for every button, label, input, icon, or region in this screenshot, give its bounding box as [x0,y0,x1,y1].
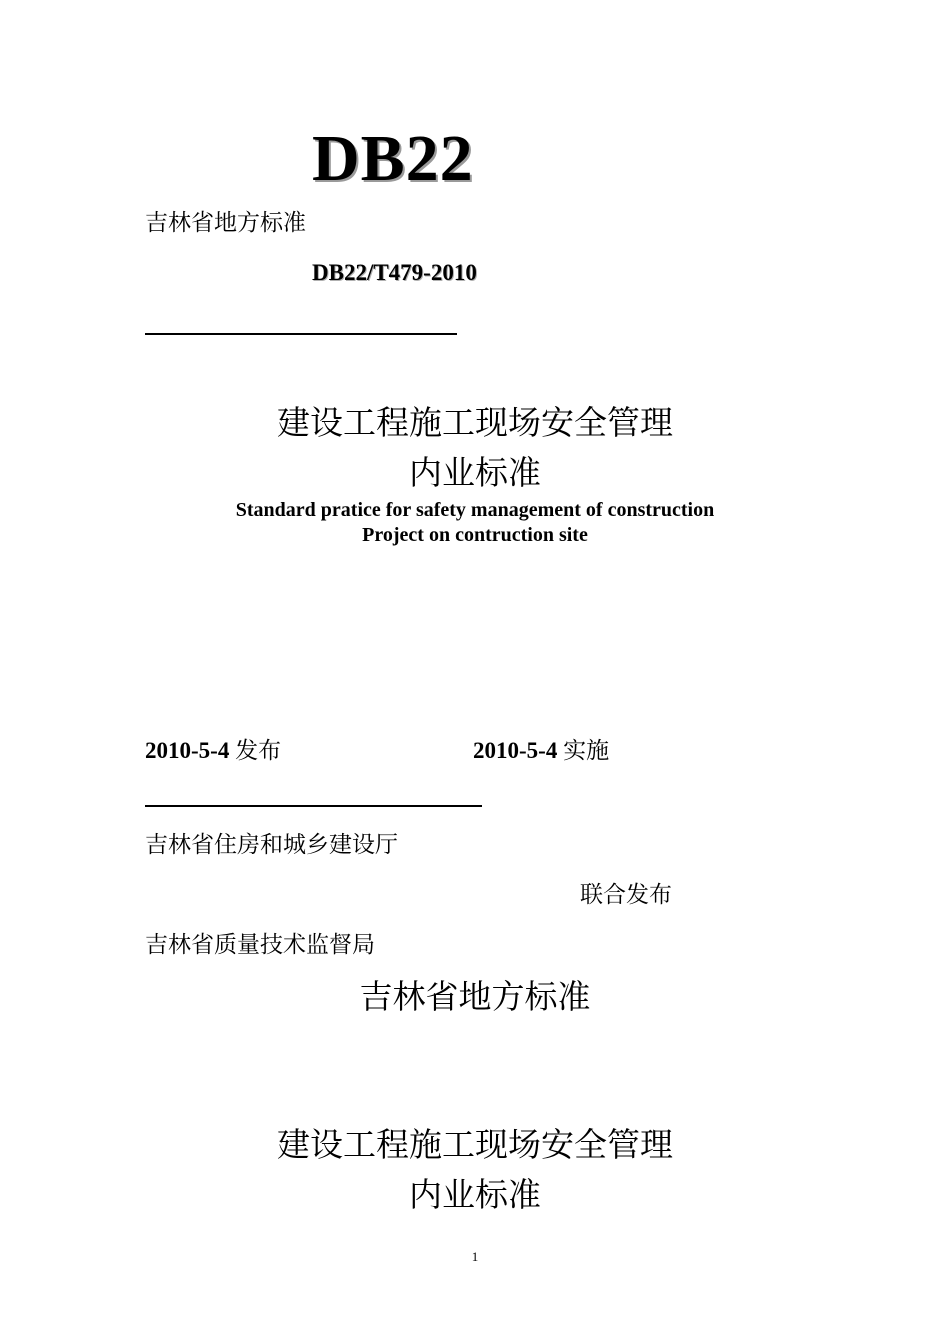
second-title-line-2: 内业标准 [409,1175,541,1214]
main-title-line-2: 内业标准 [409,453,541,492]
publish-date-value: 2010-5-4 [145,738,230,763]
main-title-line-1: 建设工程施工现场安全管理 [277,403,673,442]
english-title-line-2: Project on contruction site [362,524,588,546]
joint-issue-label: 联合发布 [580,882,672,908]
second-title-line-1: 建设工程施工现场安全管理 [277,1125,673,1164]
issuer-2: 吉林省质量技术监督局 [145,932,375,958]
second-category-text: 吉林省地方标准 [359,977,591,1016]
main-title [0,398,950,498]
second-title [0,1120,950,1220]
issuer-1: 吉林省住房和城乡建设厅 [145,832,398,858]
effective-label: 实施 [563,738,610,764]
publish-label: 发布 [235,738,282,764]
standard-logo: DB22 [312,122,474,195]
dates-divider [145,805,482,807]
standard-category: 吉林省地方标准 [145,210,306,236]
effective-date [473,732,609,765]
english-title-line-1: Standard pratice for safety management of construction [235,499,715,521]
publish-date [145,732,281,765]
english-title [0,498,950,548]
header-divider [145,333,457,335]
second-category [0,972,950,1022]
standard-code: DB22/T479-2010 [312,260,477,285]
page-number: 1 [471,1249,479,1264]
effective-date-value: 2010-5-4 [473,738,558,763]
